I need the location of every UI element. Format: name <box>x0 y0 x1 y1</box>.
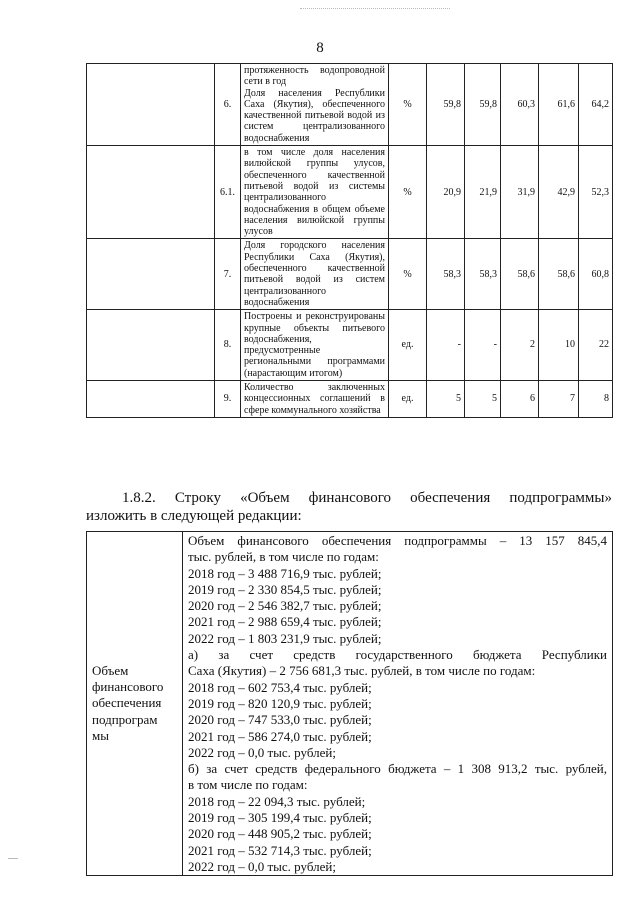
finance-line: б) за счет средств федерального бюджета – 1 308 913,2 тыс. рублей, <box>188 761 607 777</box>
empty-cell <box>87 381 215 418</box>
value-cell: 2 <box>501 310 539 381</box>
indicator-description <box>241 146 389 239</box>
amendment-paragraph <box>86 489 612 525</box>
unit-cell: ед. <box>389 381 427 418</box>
value-cell: 58,6 <box>539 239 579 310</box>
indicator-row <box>87 64 613 146</box>
finance-row <box>87 532 613 876</box>
unit-cell: % <box>389 146 427 239</box>
indicator-row <box>87 381 613 418</box>
indicator-description <box>241 310 389 381</box>
finance-line: 2020 год – 448 905,2 тыс. рублей; <box>188 826 372 842</box>
indicator-description <box>241 381 389 418</box>
row-number: 6. <box>215 64 241 146</box>
unit-cell: % <box>389 239 427 310</box>
value-cell: 6 <box>501 381 539 418</box>
value-cell: 10 <box>539 310 579 381</box>
value-cell: 59,8 <box>427 64 465 146</box>
value-cell: 64,2 <box>579 64 613 146</box>
amendment-line-1: 1.8.2. Строку «Объем финансового обеспечения подпрограммы» <box>122 490 612 506</box>
empty-cell <box>87 239 215 310</box>
unit-cell: ед. <box>389 310 427 381</box>
finance-label-line: обеспечения <box>92 695 162 711</box>
page-number: 8 <box>316 40 324 56</box>
indicator-description <box>241 64 389 146</box>
finance-line: в том числе по годам: <box>188 777 308 793</box>
value-cell: 22 <box>579 310 613 381</box>
finance-line: 2021 год – 586 274,0 тыс. рублей; <box>188 728 372 744</box>
amendment-line-2: изложить в следующей редакции: <box>86 508 302 524</box>
value-cell: 42,9 <box>539 146 579 239</box>
value-cell: 60,3 <box>501 64 539 146</box>
finance-line: 2021 год – 532 714,3 тыс. рублей; <box>188 842 372 858</box>
finance-line: 2020 год – 747 533,0 тыс. рублей; <box>188 712 372 728</box>
row-number: 6.1. <box>215 146 241 239</box>
indicators-table <box>86 63 613 418</box>
finance-line: 2018 год – 3 488 716,9 тыс. рублей; <box>188 565 382 581</box>
value-cell: - <box>465 310 501 381</box>
indicator-row <box>87 310 613 381</box>
row-number: 8. <box>215 310 241 381</box>
value-cell: 8 <box>579 381 613 418</box>
finance-body-cell <box>183 532 613 876</box>
value-cell: 58,6 <box>501 239 539 310</box>
finance-line: 2019 год – 305 199,4 тыс. рублей; <box>188 810 372 826</box>
finance-label-line: мы <box>92 728 109 744</box>
value-cell: 60,8 <box>579 239 613 310</box>
finance-table <box>86 531 613 876</box>
value-cell: - <box>427 310 465 381</box>
finance-line: 2022 год – 0,0 тыс. рублей; <box>188 744 336 760</box>
value-cell: 5 <box>465 381 501 418</box>
scan-top-marks <box>300 8 450 10</box>
unit-cell: % <box>389 64 427 146</box>
finance-line: 2019 год – 2 330 854,5 тыс. рублей; <box>188 581 382 597</box>
finance-label-line: финансового <box>92 679 164 695</box>
description-text: Доля населения Республики Саха (Якутия), обеспеченного качественной питьевой водой из систем централизованного водоснабжения <box>244 87 385 144</box>
finance-line: Объем финансового обеспечения подпрограммы – 13 157 845,4 <box>188 533 607 548</box>
finance-label-line: Объем <box>92 662 129 678</box>
finance-line: 2020 год – 2 546 382,7 тыс. рублей; <box>188 598 382 614</box>
description-text: в том числе доля населения вилюйской группы улусов, обеспеченного качественной питьевой водой из системы централизованного водоснабжения в общем объеме населения вилюйской группы улусов <box>244 147 385 238</box>
empty-cell <box>87 310 215 381</box>
indicator-description <box>241 239 389 310</box>
row-number: 9. <box>215 381 241 418</box>
description-text: протяженность водопроводной сети в год <box>244 65 385 88</box>
finance-line: 2018 год – 22 094,3 тыс. рублей; <box>188 793 366 809</box>
description-text: Доля городского населения Республики Саха (Якутия), обеспеченного качественной питьевой водой из систем централизованного водоснабжения <box>244 240 385 308</box>
finance-line: тыс. рублей, в том числе по годам: <box>188 549 379 565</box>
value-cell: 61,6 <box>539 64 579 146</box>
empty-cell <box>87 64 215 146</box>
finance-line: 2018 год – 602 753,4 тыс. рублей; <box>188 679 372 695</box>
finance-line: а) за счет средств государственного бюджета Республики <box>188 647 607 663</box>
indicator-row <box>87 146 613 239</box>
value-cell: 58,3 <box>427 239 465 310</box>
value-cell: 5 <box>427 381 465 418</box>
value-cell: 58,3 <box>465 239 501 310</box>
empty-cell <box>87 146 215 239</box>
finance-line: 2021 год – 2 988 659,4 тыс. рублей; <box>188 614 382 630</box>
finance-line: 2022 год – 1 803 231,9 тыс. рублей; <box>188 630 382 646</box>
value-cell: 52,3 <box>579 146 613 239</box>
finance-label-line: подпрограм <box>92 711 158 727</box>
description-text: Количество заключенных концессионных соглашений в сфере коммунального хозяйства <box>244 382 385 416</box>
value-cell: 31,9 <box>501 146 539 239</box>
finance-label-cell <box>87 532 183 876</box>
value-cell: 7 <box>539 381 579 418</box>
value-cell: 59,8 <box>465 64 501 146</box>
finance-line: Саха (Якутия) – 2 756 681,3 тыс. рублей, в том числе по годам: <box>188 663 536 679</box>
indicator-row <box>87 239 613 310</box>
value-cell: 20,9 <box>427 146 465 239</box>
description-text: Построены и реконструированы крупные объекты питьевого водоснабжения, предусмотренные региональными программами (нарастающим итогом) <box>244 311 385 379</box>
value-cell: 21,9 <box>465 146 501 239</box>
row-number: 7. <box>215 239 241 310</box>
scan-edge-mark <box>8 858 18 859</box>
finance-line: 2019 год – 820 120,9 тыс. рублей; <box>188 695 372 711</box>
finance-line: 2022 год – 0,0 тыс. рублей; <box>188 858 336 874</box>
